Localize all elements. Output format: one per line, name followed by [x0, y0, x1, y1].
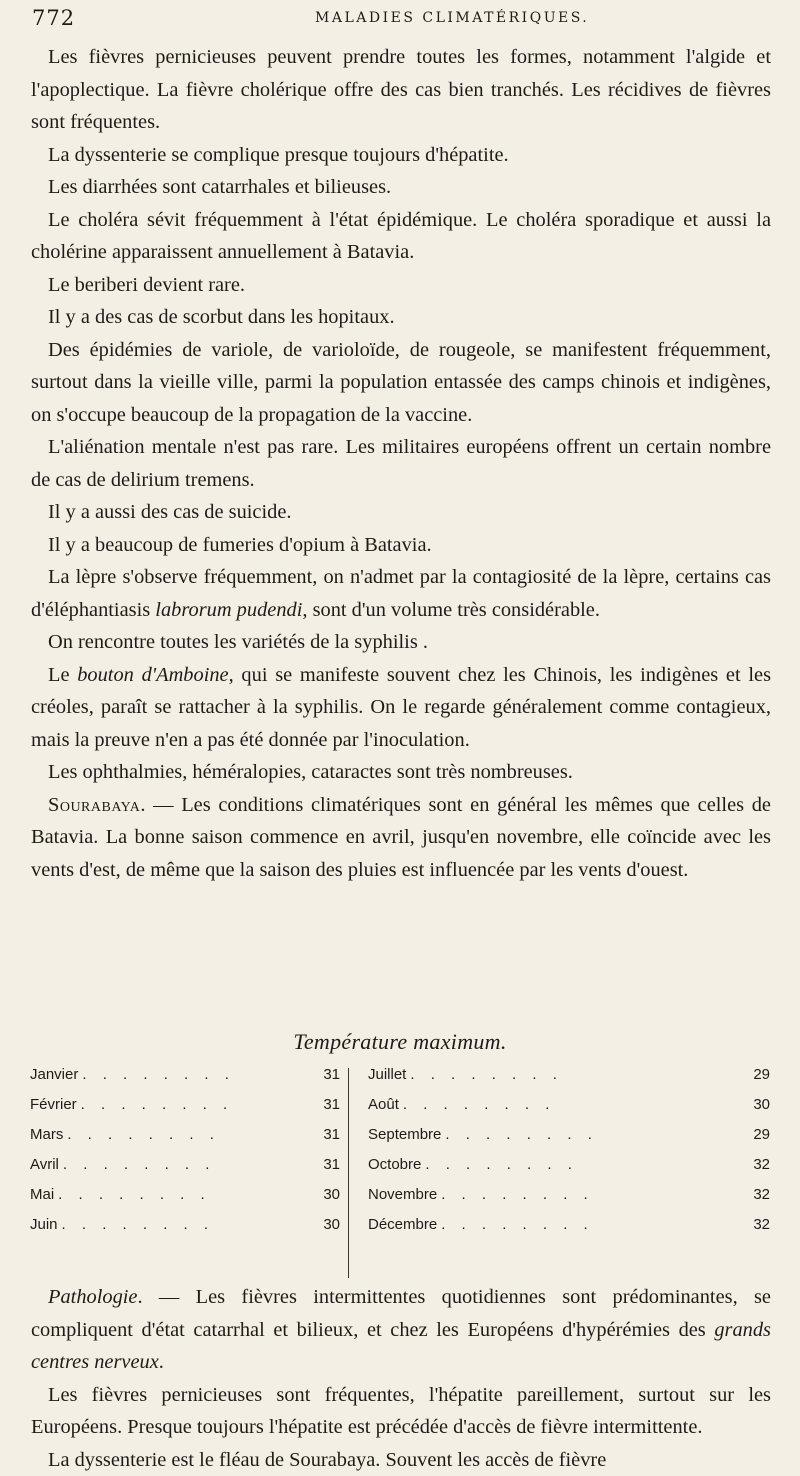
dot-leader: . . . . . . . .	[58, 1186, 312, 1203]
table-column-right	[368, 1066, 770, 1246]
month-value: 31	[320, 1126, 340, 1143]
month-value: 30	[320, 1186, 340, 1203]
body-text-upper	[31, 41, 771, 886]
dot-leader: . . . . . . . .	[403, 1096, 742, 1113]
paragraph-fievres-frequentes: Les fièvres pernicieuses sont fréquentes, l'hépatite pareillement, surtout sur les Européens. Presque toujours l'hépatite est précédée d'accès de fièvre intermittente.	[31, 1379, 771, 1444]
table-title: Température maximum.	[0, 1029, 800, 1055]
month-name: Août	[368, 1096, 399, 1113]
paragraph-pathologie	[31, 1281, 771, 1379]
dot-leader: . . . . . . . .	[410, 1066, 742, 1083]
table-row	[30, 1096, 340, 1126]
table-row	[368, 1096, 770, 1126]
paragraph-beriberi: Le beriberi devient rare.	[31, 269, 771, 302]
table-row	[30, 1216, 340, 1246]
paragraph-alienation: L'aliénation mentale n'est pas rare. Les militaires européens offrent un certain nombre de cas de delirium tremens.	[31, 431, 771, 496]
pathologie-label: Pathologie	[48, 1286, 137, 1308]
month-value: 31	[320, 1156, 340, 1173]
dot-leader: . . . . . . . .	[441, 1216, 742, 1233]
month-name: Septembre	[368, 1126, 441, 1143]
running-title: MALADIES CLIMATÉRIQUES.	[315, 10, 589, 26]
month-name: Mars	[30, 1126, 63, 1143]
month-value: 29	[750, 1066, 770, 1083]
table-row	[368, 1186, 770, 1216]
body-text-lower	[31, 1281, 771, 1476]
paragraph-sourabaya	[31, 789, 771, 887]
month-name: Juin	[30, 1216, 58, 1233]
paragraph-diarrhees: Les diarrhées sont catarrhales et bilieuses.	[31, 171, 771, 204]
paragraph-scorbut: Il y a des cas de scorbut dans les hopitaux.	[31, 301, 771, 334]
paragraph-cholera: Le choléra sévit fréquemment à l'état épidémique. Le choléra sporadique et aussi la cholérine apparaissent annuellement à Batavia.	[31, 204, 771, 269]
paragraph-ophthalmies: Les ophthalmies, héméralopies, cataractes sont très nombreuses.	[31, 756, 771, 789]
bouton-italic: bouton d'Amboine	[77, 664, 228, 686]
month-value: 30	[750, 1096, 770, 1113]
month-value: 30	[320, 1216, 340, 1233]
month-name: Avril	[30, 1156, 59, 1173]
dot-leader: . . . . . . . .	[82, 1066, 312, 1083]
dot-leader: . . . . . . . .	[425, 1156, 742, 1173]
paragraph-fievres-pernicieuses: Les fièvres pernicieuses peuvent prendre toutes les formes, notamment l'algide et l'apoplectique. La fièvre cholérique offre des cas bien tranchés. Les récidives de fièvres sont fréquentes.	[31, 41, 771, 139]
month-name: Juillet	[368, 1066, 406, 1083]
pathologie-text: . — Les fièvres intermittentes quotidiennes sont prédominantes, se compliquent d'état catarrhal et bilieux, et chez les Européens d'hypérémies des	[31, 1286, 771, 1341]
paragraph-opium: Il y a beaucoup de fumeries d'opium à Batavia.	[31, 529, 771, 562]
month-name: Octobre	[368, 1156, 421, 1173]
lepre-text: La lèpre s'observe fréquemment, on n'admet par la contagiosité de la lèpre, certains cas d'éléphantiasis	[31, 566, 771, 621]
table-row	[30, 1186, 340, 1216]
dot-leader: . . . . . . . .	[81, 1096, 312, 1113]
temperature-table	[30, 1066, 772, 1276]
table-row	[368, 1126, 770, 1156]
dot-leader: . . . . . . . .	[67, 1126, 312, 1143]
table-row	[30, 1126, 340, 1156]
pathologie-italic: grands centres nerveux	[31, 1319, 771, 1374]
table-row	[30, 1066, 340, 1096]
paragraph-suicide: Il y a aussi des cas de suicide.	[31, 496, 771, 529]
dot-leader: . . . . . . . .	[445, 1126, 742, 1143]
lepre-text-end: , sont d'un volume très considérable.	[302, 599, 600, 621]
month-name: Mai	[30, 1186, 54, 1203]
dot-leader: . . . . . . . .	[441, 1186, 742, 1203]
sourabaya-text: . — Les conditions climatériques sont en général les mêmes que celles de Batavia. La bonne saison commence en avril, jusqu'en novembre, elle coïncide avec les vents d'est, de même que la saison des pluies est influencée par les vents d'ouest.	[31, 794, 771, 881]
paragraph-dyssenterie-sourabaya: La dyssenterie est le fléau de Sourabaya. Souvent les accès de fièvre	[31, 1444, 771, 1476]
dot-leader: . . . . . . . .	[62, 1216, 312, 1233]
month-name: Février	[30, 1096, 77, 1113]
paragraph-lepre	[31, 561, 771, 626]
month-name: Décembre	[368, 1216, 437, 1233]
paragraph-bouton	[31, 659, 771, 757]
paragraph-syphilis: On rencontre toutes les variétés de la syphilis .	[31, 626, 771, 659]
page-header	[32, 6, 770, 34]
month-value: 31	[320, 1096, 340, 1113]
table-row	[368, 1066, 770, 1096]
bouton-text-end: , qui se manifeste souvent chez les Chinois, les indigènes et les créoles, paraît se rattacher à la syphilis. On le regarde généralement comme contagieux, mais la preuve n'en a pas été donnée par l'inoculation.	[31, 664, 771, 751]
dot-leader: . . . . . . . .	[63, 1156, 312, 1173]
lepre-italic: labrorum pudendi	[155, 599, 302, 621]
month-value: 32	[750, 1156, 770, 1173]
month-value: 31	[320, 1066, 340, 1083]
month-name: Janvier	[30, 1066, 78, 1083]
month-value: 32	[750, 1216, 770, 1233]
table-divider	[348, 1068, 349, 1278]
paragraph-dyssenterie: La dyssenterie se complique presque toujours d'hépatite.	[31, 139, 771, 172]
table-row	[30, 1156, 340, 1186]
month-value: 32	[750, 1186, 770, 1203]
paragraph-variole: Des épidémies de variole, de varioloïde, de rougeole, se manifestent fréquemment, surtout dans la vieille ville, parmi la population entassée des camps chinois et indigènes, on s'occupe beaucoup de la propagation de la vaccine.	[31, 334, 771, 432]
pathologie-text-end: .	[159, 1351, 164, 1373]
bouton-text: Le	[48, 664, 77, 686]
sourabaya-label: Sourabaya	[48, 794, 140, 816]
table-column-left	[30, 1066, 340, 1246]
table-row	[368, 1156, 770, 1186]
table-row	[368, 1216, 770, 1246]
month-name: Novembre	[368, 1186, 437, 1203]
month-value: 29	[750, 1126, 770, 1143]
page-number: 772	[32, 6, 75, 30]
